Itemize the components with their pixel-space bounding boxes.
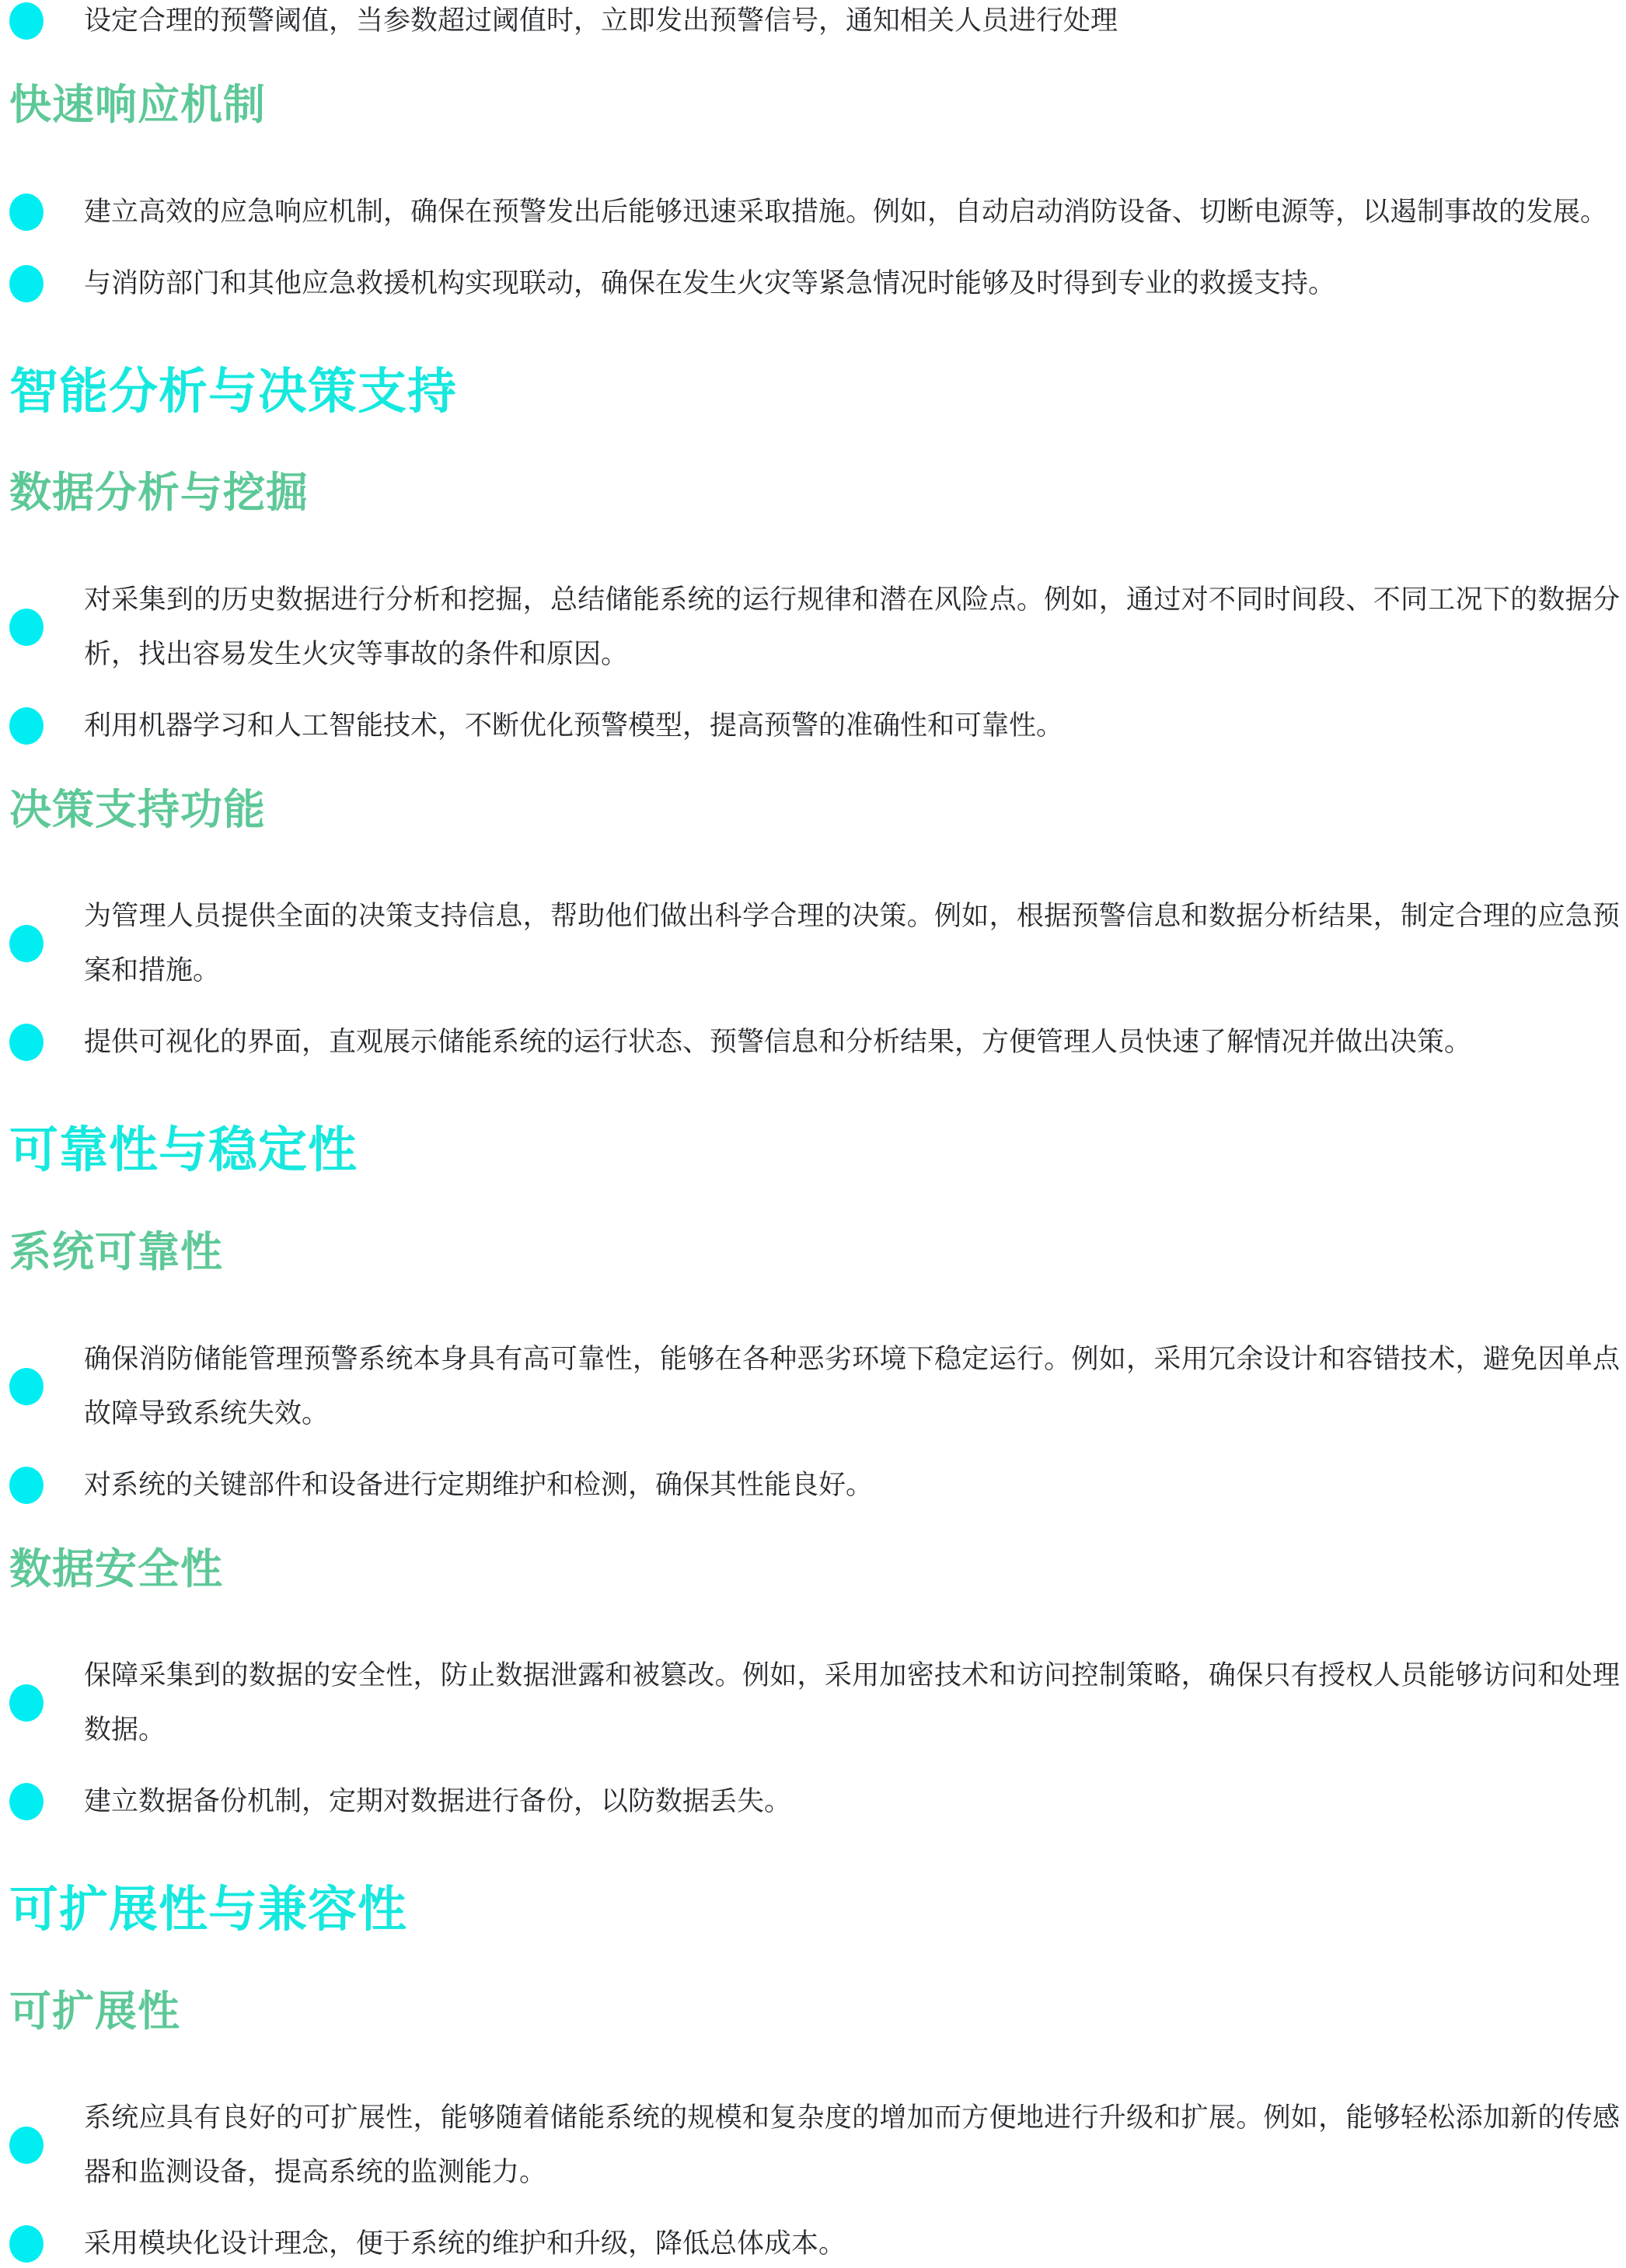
list-item <box>9 573 1620 682</box>
list-item <box>9 699 1620 753</box>
list-item <box>9 1774 1620 1829</box>
bullet-icon <box>9 2 44 40</box>
bullet-icon <box>9 2127 44 2164</box>
section-heading: 可靠性与稳定性 <box>9 1123 358 1178</box>
list-item-text: 确保消防储能管理预警系统本身具有高可靠性，能够在各种恶劣环境下稳定运行。例如，采用冗余设计和容错技术，避免因单点故障导致系统失效。 <box>84 1343 1620 1429</box>
list-item <box>9 1015 1620 1069</box>
list-item-text: 系统应具有良好的可扩展性，能够随着储能系统的规模和复杂度的增加而方便地进行升级和扩展。例如，能够轻松添加新的传感器和监测设备，提高系统的监测能力。 <box>84 2102 1620 2188</box>
subsection-heading: 数据分析与挖掘 <box>9 469 309 517</box>
list-item-text: 对采集到的历史数据进行分析和挖掘，总结储能系统的运行规律和潜在风险点。例如，通过对不同时间段、不同工况下的数据分析，找出容易发生火灾等事故的条件和原因。 <box>84 584 1620 669</box>
bullet-icon <box>9 609 44 646</box>
list-item <box>9 1649 1620 1757</box>
subsection-heading: 决策支持功能 <box>9 786 266 833</box>
list-item <box>9 256 1620 311</box>
list-item <box>9 1458 1620 1513</box>
list-item-text: 采用模块化设计理念，便于系统的维护和升级，降低总体成本。 <box>84 2228 846 2259</box>
list-item <box>9 0 1620 48</box>
bullet-icon <box>9 1024 44 1061</box>
list-item-text: 建立数据备份机制，定期对数据进行备份，以防数据丢失。 <box>84 1786 792 1816</box>
subsection-heading: 系统可靠性 <box>9 1229 223 1275</box>
bullet-icon <box>9 2225 44 2263</box>
section-heading: 智能分析与决策支持 <box>9 364 457 419</box>
bullet-icon <box>9 707 44 745</box>
subsection-heading: 快速响应机制 <box>9 82 266 128</box>
list-item-text: 为管理人员提供全面的决策支持信息，帮助他们做出科学合理的决策。例如，根据预警信息和数据分析结果，制定合理的应急预案和措施。 <box>84 901 1620 986</box>
list-item-text: 提供可视化的界面，直观展示储能系统的运行状态、预警信息和分析结果，方便管理人员快速了解情况并做出决策。 <box>84 1027 1472 1058</box>
list-item-text: 保障采集到的数据的安全性，防止数据泄露和被篡改。例如，采用加密技术和访问控制策略，确保只有授权人员能够访问和处理数据。 <box>84 1660 1620 1745</box>
list-item-text: 与消防部门和其他应急救援机构实现联动，确保在发生火灾等紧急情况时能够及时得到专业的救援支持。 <box>84 267 1336 298</box>
list-item-text: 利用机器学习和人工智能技术，不断优化预警模型，提高预警的准确性和可靠性。 <box>84 710 1064 741</box>
list-item-text: 设定合理的预警阈值，当参数超过阈值时，立即发出预警信号，通知相关人员进行处理 <box>84 5 1118 36</box>
subsection-heading: 数据安全性 <box>9 1545 223 1593</box>
section-heading: 可扩展性与兼容性 <box>9 1882 407 1937</box>
list-item <box>9 1332 1620 1441</box>
bullet-icon <box>9 1783 44 1820</box>
subsection-heading: 可扩展性 <box>9 1987 180 2035</box>
bullet-icon <box>9 194 44 231</box>
list-item <box>9 2217 1620 2268</box>
bullet-icon <box>9 1467 44 1504</box>
list-item-text: 对系统的关键部件和设备进行定期维护和检测，确保其性能良好。 <box>84 1469 874 1500</box>
bullet-icon <box>9 1368 44 1405</box>
list-item <box>9 185 1620 239</box>
list-item <box>9 889 1620 998</box>
bullet-icon <box>9 265 44 302</box>
list-item-text: 建立高效的应急响应机制，确保在预警发出后能够迅速采取措施。例如，自动启动消防设备、切断电源等，以遏制事故的发展。 <box>84 196 1608 227</box>
bullet-icon <box>9 925 44 962</box>
list-item <box>9 2091 1620 2200</box>
bullet-icon <box>9 1684 44 1722</box>
